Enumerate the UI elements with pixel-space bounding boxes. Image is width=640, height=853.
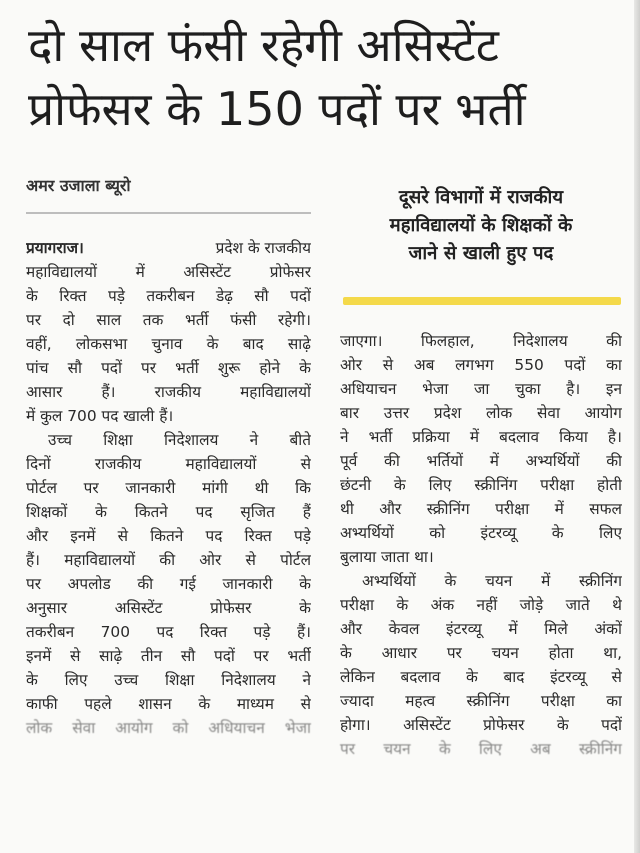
word: आधार: [381, 644, 418, 662]
word: भर्तियों: [426, 452, 464, 470]
word: पांच: [26, 359, 49, 377]
word: रिक्त: [199, 623, 228, 641]
word: पदों: [601, 716, 622, 734]
word: भेजा: [284, 719, 311, 737]
word: 700: [100, 623, 131, 641]
word: चुका: [515, 380, 541, 398]
article-line: [26, 692, 311, 716]
word: बदलाव: [400, 668, 441, 686]
word: साढ़े: [99, 647, 123, 665]
word: पूर्व: [340, 452, 358, 470]
word: हैं।: [26, 551, 41, 569]
word: के: [466, 668, 478, 686]
word: भेजा: [422, 380, 449, 398]
article-text: प्रदेश के राजकीय: [215, 239, 311, 257]
word: अभ्यर्थियों: [362, 572, 416, 590]
word: था,: [603, 644, 622, 662]
word: इंटरव्यू: [550, 668, 586, 686]
word: काफी: [26, 695, 58, 713]
word: के: [299, 599, 311, 617]
article-line: [340, 569, 622, 593]
word: पर: [83, 479, 99, 497]
word: पोर्टल: [280, 551, 311, 569]
sidebar-heading-line-1: दूसरे विभागों में राजकीय: [398, 187, 564, 208]
word: अब: [530, 740, 551, 758]
word: होगा।: [340, 716, 371, 734]
article-line: [26, 668, 311, 692]
word: सफल: [589, 500, 622, 518]
article-line: [26, 332, 311, 356]
word: अंकों: [594, 620, 622, 638]
word: के: [26, 671, 38, 689]
article-line: [26, 500, 311, 524]
word: की: [606, 332, 622, 350]
word: भर्ती: [175, 359, 199, 377]
word: इनमें: [26, 647, 52, 665]
word: लेकिन: [340, 668, 375, 686]
word: मिले: [544, 620, 568, 638]
word: पदों: [290, 287, 311, 305]
word: बाद: [242, 335, 264, 353]
word: पद: [205, 527, 223, 545]
word: शिक्षकों: [26, 503, 68, 521]
word: दो: [62, 311, 75, 329]
article-line: [26, 644, 311, 668]
article-line: [340, 593, 622, 617]
word: अनुसार: [26, 599, 67, 617]
word: भर्ती: [368, 428, 393, 446]
word: चुनाव: [151, 335, 183, 353]
word: बदलाव: [499, 428, 540, 446]
word: और: [26, 527, 49, 545]
word: में: [135, 263, 145, 281]
word: के: [206, 335, 219, 353]
word: शिक्षा: [164, 671, 195, 689]
word: लोक: [486, 404, 513, 422]
word: निदेशालय: [513, 332, 568, 350]
word: ने: [249, 431, 259, 449]
article-line: [26, 548, 311, 572]
word: के: [26, 287, 38, 305]
word: का: [606, 356, 622, 374]
word: रिक्त: [59, 287, 87, 305]
word: कितने: [134, 503, 168, 521]
word: पहले: [84, 695, 112, 713]
sidebar-accent-bar: [343, 297, 621, 305]
word: ने: [340, 428, 349, 446]
word: से: [382, 356, 394, 374]
word: भर्ती: [184, 311, 209, 329]
word: में: [508, 620, 518, 638]
word: अब: [413, 356, 435, 374]
word: की: [159, 551, 176, 569]
word: स्क्रीनिंग: [466, 692, 510, 710]
word: थी: [254, 479, 269, 497]
word: स्क्रीनिंग: [578, 740, 622, 758]
word: छंटनी: [340, 476, 372, 494]
word: सौ: [254, 287, 269, 305]
word: की: [384, 452, 400, 470]
article-line-cut-off: [340, 737, 622, 761]
word: और: [340, 620, 363, 638]
word: के: [396, 596, 409, 614]
word: परीक्षा: [540, 692, 575, 710]
article-line: [340, 401, 622, 425]
article-line: [340, 713, 622, 737]
word: लिए: [599, 524, 622, 542]
dateline: प्रयागराज।: [26, 239, 84, 257]
word: में: [489, 452, 499, 470]
article-line: [340, 353, 622, 377]
word: के: [340, 644, 352, 662]
word: केवल: [388, 620, 420, 638]
word: के: [393, 476, 406, 494]
article-line: [340, 497, 622, 521]
word: में: [541, 572, 551, 590]
word: में: [469, 428, 480, 446]
sidebar-heading-line-2: महाविद्यालयों के शिक्षकों के: [389, 215, 573, 236]
word: अंक: [430, 596, 455, 614]
word: लोकसभा: [75, 335, 128, 353]
word: लिए: [64, 671, 88, 689]
word: पोर्टल: [26, 479, 57, 497]
word: असिस्टेंट: [114, 599, 163, 617]
word: के: [299, 575, 311, 593]
word: है।: [566, 380, 581, 398]
word: से: [245, 551, 256, 569]
word: उत्तर: [383, 404, 410, 422]
word: अधियाचन: [340, 380, 397, 398]
right-column: [340, 329, 622, 761]
word: ने: [302, 671, 311, 689]
word: से: [117, 527, 129, 545]
article-line: बुलाया जाता था।: [340, 548, 434, 566]
word: से: [611, 668, 622, 686]
article-line: [26, 380, 311, 404]
article-line: [340, 425, 622, 449]
word: सृजित: [240, 503, 275, 521]
left-column: [26, 236, 311, 740]
word: से: [70, 647, 81, 665]
headline-line-1: दो साल फंसी रहेगी असिस्टेंट: [28, 18, 499, 72]
word: स्क्रीनिंग: [426, 500, 470, 518]
word: होता: [548, 644, 574, 662]
word: फंसी: [230, 311, 257, 329]
word: परीक्षा: [495, 500, 530, 518]
word: को: [429, 524, 446, 542]
word: ज्यादा: [340, 692, 374, 710]
word: हैं: [302, 503, 311, 521]
article-line: [340, 617, 622, 641]
word: निदेशालय: [163, 431, 219, 449]
word: पर: [26, 311, 42, 329]
word: जोड़े: [519, 596, 544, 614]
word: डेढ़: [215, 287, 233, 305]
word: भर्ती: [287, 647, 311, 665]
article-line: [340, 329, 622, 353]
word: लगभग: [455, 356, 494, 374]
word: लिए: [478, 740, 502, 758]
word: महाविद्यालयों: [26, 263, 97, 281]
word: के: [551, 524, 564, 542]
word: साढ़े: [287, 335, 311, 353]
article-line: [26, 596, 311, 620]
word: प्रदेश: [433, 404, 462, 422]
word: तकरीबन: [146, 287, 195, 305]
word: होती: [597, 476, 622, 494]
word: है।: [607, 428, 622, 446]
word: अभ्यर्थियों: [525, 452, 580, 470]
word: प्रक्रिया: [412, 428, 450, 446]
article-line: [340, 449, 622, 473]
headline-line-2: प्रोफेसर के 150 पदों पर भर्ती: [28, 82, 526, 136]
word: कितने: [150, 527, 184, 545]
word: राजकीय: [94, 455, 142, 473]
word: अधियाचन: [208, 719, 265, 737]
word: तक: [142, 311, 164, 329]
article-line: में कुल 700 पद खाली हैं।: [26, 407, 174, 425]
word: निदेशालय: [221, 671, 276, 689]
word: की: [606, 452, 622, 470]
word: चयन: [491, 644, 519, 662]
word: इन: [605, 380, 622, 398]
word: शासन: [138, 695, 172, 713]
word: इंटरव्यू: [480, 524, 517, 542]
word: पर: [446, 644, 462, 662]
word: उच्च: [48, 431, 73, 449]
word: से: [300, 695, 311, 713]
article-line: [26, 308, 311, 332]
word: पर: [26, 575, 42, 593]
article-line: [26, 236, 311, 260]
word: पड़े: [253, 623, 271, 641]
word: अभ्यर्थियों: [340, 524, 394, 542]
word: महाविद्यालयों: [185, 455, 257, 473]
article-line: [26, 428, 311, 452]
word: में: [554, 500, 564, 518]
word: पद: [156, 623, 174, 641]
word: होने: [259, 359, 281, 377]
word: प्रोफेसर: [483, 716, 525, 734]
word: पदों: [564, 356, 586, 374]
word: से: [300, 455, 311, 473]
word: साल: [96, 311, 122, 329]
word: वहीं,: [26, 335, 52, 353]
word: इंटरव्यू: [446, 620, 482, 638]
word: आसार: [26, 383, 63, 401]
word: सेवा: [536, 404, 560, 422]
article-line: [340, 665, 622, 689]
article-line: [340, 473, 622, 497]
word: परीक्षा: [340, 596, 375, 614]
article-line: [26, 284, 311, 308]
word: परीक्षा: [540, 476, 575, 494]
word: लिए: [428, 476, 452, 494]
word: पर: [340, 740, 356, 758]
word: बार: [340, 404, 360, 422]
word: चयन: [485, 572, 513, 590]
word: सौ: [180, 647, 196, 665]
headline: [28, 14, 628, 142]
word: और: [379, 500, 402, 518]
article-line: [340, 641, 622, 665]
article-line: [340, 521, 622, 545]
word: लोक: [26, 719, 53, 737]
byline-divider: [26, 212, 311, 214]
word: पर: [141, 359, 157, 377]
word: तीन: [140, 647, 163, 665]
word: के: [438, 740, 451, 758]
word: बाद: [503, 668, 525, 686]
word: पद: [195, 503, 213, 521]
article-line: [26, 356, 311, 380]
word: शुरू: [217, 359, 241, 377]
word: स्क्रीनिंग: [474, 476, 518, 494]
word: असिस्टेंट: [183, 263, 232, 281]
article-line: [340, 689, 622, 713]
article-line-cut-off: [26, 716, 311, 740]
word: का: [606, 692, 622, 710]
word: हैं।: [101, 383, 116, 401]
word: प्रोफेसर: [210, 599, 252, 617]
word: राजकीय: [154, 383, 201, 401]
word: जाएगा।: [340, 332, 383, 350]
word: नहीं: [476, 596, 498, 614]
word: पदों: [214, 647, 235, 665]
word: जानकारी: [125, 479, 176, 497]
word: फिलहाल,: [420, 332, 475, 350]
word: जाते: [565, 596, 590, 614]
word: के: [198, 695, 211, 713]
word: ओर: [199, 551, 222, 569]
word: के: [556, 716, 569, 734]
sidebar-heading-line-3: जाने से खाली हुए पद: [408, 243, 554, 264]
article-line: [26, 260, 311, 284]
word: पदों: [101, 359, 122, 377]
word: बीते: [289, 431, 311, 449]
word: महाविद्यालयों: [64, 551, 136, 569]
page-edge: [634, 0, 640, 853]
article-line: [26, 620, 311, 644]
word: शिक्षा: [103, 431, 133, 449]
article-line: [26, 452, 311, 476]
word: पड़े: [293, 527, 311, 545]
word: पड़े: [107, 287, 125, 305]
word: किया: [559, 428, 588, 446]
word: 550: [514, 356, 544, 374]
word: आयोग: [115, 719, 153, 737]
article-line: [340, 377, 622, 401]
word: अपलोड: [67, 575, 111, 593]
word: के: [299, 359, 311, 377]
article-line: [26, 476, 311, 500]
word: महत्व: [405, 692, 436, 710]
word: प्रोफेसर: [269, 263, 311, 281]
word: मांगी: [202, 479, 228, 497]
word: सेवा: [72, 719, 96, 737]
word: गई: [179, 575, 196, 593]
word: के: [95, 503, 107, 521]
word: पर: [253, 647, 269, 665]
word: स्क्रीनिंग: [579, 572, 622, 590]
word: रहेगी।: [277, 311, 311, 329]
article-line: [26, 524, 311, 548]
word: उच्च: [114, 671, 139, 689]
word: के: [444, 572, 457, 590]
word: असिस्टेंट: [403, 716, 451, 734]
word: थी: [340, 500, 354, 518]
word: रिक्त: [244, 527, 272, 545]
article-line: [26, 572, 311, 596]
word: सौ: [67, 359, 82, 377]
word: जा: [473, 380, 490, 398]
word: माध्यम: [236, 695, 274, 713]
word: जानकारी: [222, 575, 273, 593]
word: थे: [612, 596, 622, 614]
word: तकरीबन: [26, 623, 75, 641]
word: को: [172, 719, 189, 737]
word: हैं।: [296, 623, 311, 641]
word: कि: [295, 479, 311, 497]
byline: अमर उजाला ब्यूरो: [26, 176, 131, 195]
word: चयन: [383, 740, 411, 758]
word: आयोग: [584, 404, 622, 422]
word: ओर: [340, 356, 363, 374]
sidebar-heading: [340, 184, 622, 268]
word: दिनों: [26, 455, 51, 473]
word: महाविद्यालयों: [240, 383, 311, 401]
word: की: [137, 575, 154, 593]
word: इनमें: [70, 527, 96, 545]
